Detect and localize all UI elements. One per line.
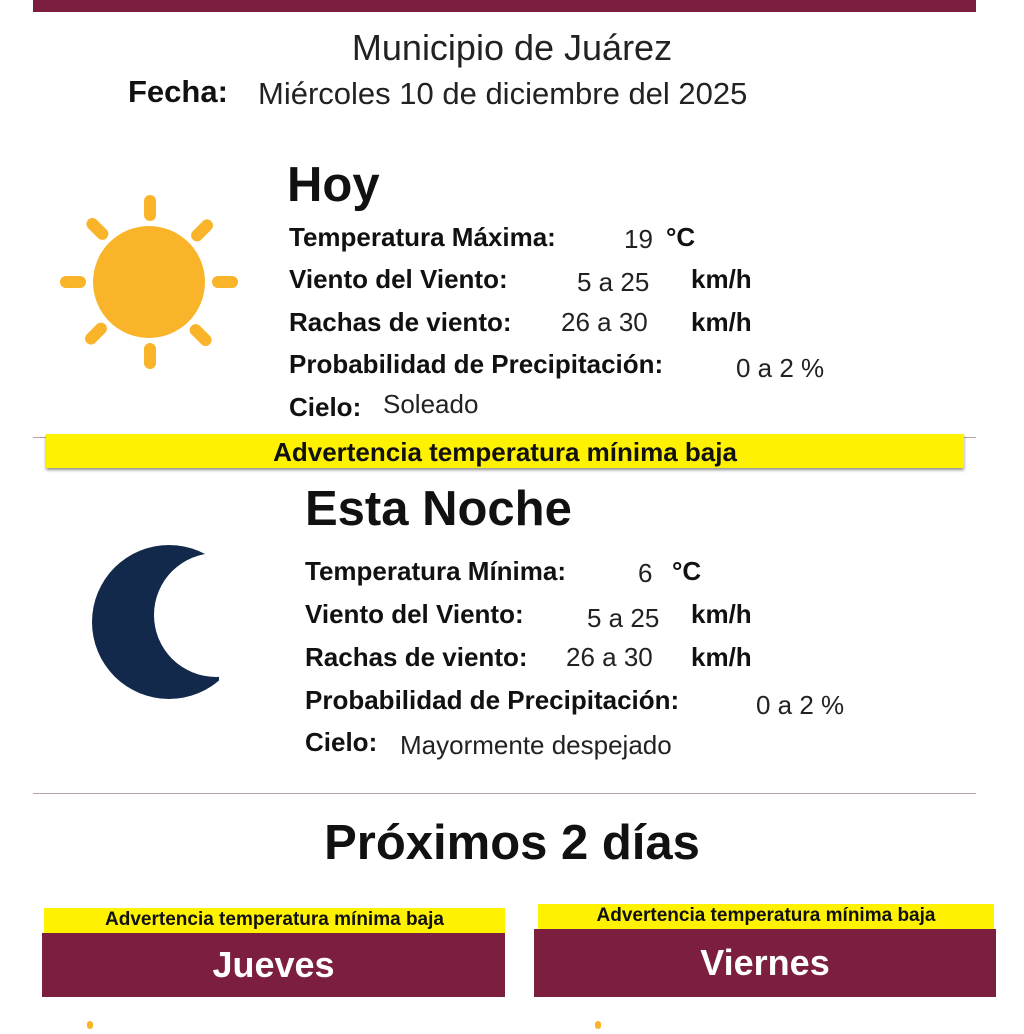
day-card-viernes: Viernes [534, 929, 996, 997]
today-sky-label: Cielo: [289, 392, 362, 422]
today-wind-value: 5 a 25 [577, 267, 650, 297]
tonight-gusts-unit: km/h [691, 642, 752, 672]
tonight-min-temp-label: Temperatura Mínima: [305, 556, 567, 586]
today-gusts-value: 26 a 30 [561, 307, 648, 337]
today-max-temp-value: 19 [624, 224, 653, 254]
divider [33, 793, 976, 794]
next-days-title: Próximos 2 días [324, 816, 700, 870]
today-precip-label: Probabilidad de Precipitación: [289, 349, 664, 379]
top-bar [33, 0, 976, 12]
date-label: Fecha: [128, 74, 228, 109]
today-wind-unit: km/h [691, 264, 752, 294]
low-temp-warning-banner: Advertencia temperatura mínima baja [46, 434, 964, 468]
today-sky-value: Soleado [383, 389, 479, 419]
today-title: Hoy [287, 158, 380, 212]
sun-icon [586, 1016, 610, 1024]
tonight-wind-unit: km/h [691, 599, 752, 629]
thursday-warning: Advertencia temperatura mínima baja [44, 908, 505, 934]
sun-icon [78, 1016, 102, 1024]
tonight-min-temp-value: 6 [638, 558, 653, 588]
today-max-temp-unit: °C [666, 222, 696, 252]
tonight-precip-label: Probabilidad de Precipitación: [305, 685, 680, 715]
tonight-min-temp-unit: °C [672, 556, 702, 586]
day-card-jueves: Jueves [42, 933, 505, 997]
tonight-gusts-value: 26 a 30 [566, 642, 653, 672]
moon-icon [84, 540, 219, 705]
today-precip-value: 0 a 2 % [736, 353, 825, 383]
municipality-title: Municipio de Juárez [351, 27, 673, 68]
sun-icon [52, 190, 242, 380]
tonight-sky-label: Cielo: [305, 727, 378, 757]
today-gusts-label: Rachas de viento: [289, 307, 512, 337]
tonight-title: Esta Noche [305, 482, 572, 536]
today-wind-label: Viento del Viento: [289, 264, 508, 294]
tonight-gusts-label: Rachas de viento: [305, 642, 528, 672]
friday-warning: Advertencia temperatura mínima baja [538, 904, 994, 930]
tonight-precip-value: 0 a 2 % [756, 690, 845, 720]
tonight-wind-label: Viento del Viento: [305, 599, 524, 629]
today-max-temp-label: Temperatura Máxima: [289, 222, 556, 252]
date-value: Miércoles 10 de diciembre del 2025 [258, 76, 748, 111]
tonight-wind-value: 5 a 25 [587, 603, 660, 633]
today-gusts-unit: km/h [691, 307, 752, 337]
tonight-sky-value: Mayormente despejado [400, 730, 672, 760]
